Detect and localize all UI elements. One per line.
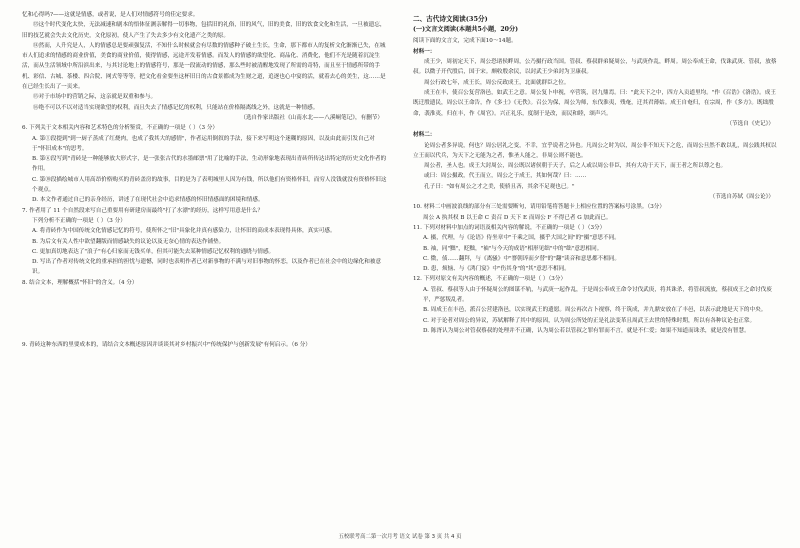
material-2-source: （节选自苏轼《周公论》） xyxy=(709,194,774,201)
question-12-option-c: C. 对于论者对周公的异议，苏轼解释了其中的原因，认为周公所处的正是礼法变革且周武王去世的特殊时期，所以有各种议论也正常。 xyxy=(423,317,756,324)
subsection-title: (一)文言文阅读(本题共5小题，20分) xyxy=(413,26,519,34)
material-2-para-0: 论周公者多异说，何也？周公居礼之变，不幸，宜乎说者之异也。凡周公之时为以，周公非不知天下之危，而周公旦然不敢以礼，周公践其权以立王而以代兵，为天下之无能为之者，惟圣人能之，非周公则不能也。 xyxy=(413,142,777,159)
text-source: （选自作家出版社《山南水北——八溪峒笔记》，有删节） xyxy=(240,114,383,121)
question-6-option-b: B. 第⑥段写到"青砖是一种能够放大形式字，是一张张古代的水墨邮票"用了比喻的手法，生动形象地表现出青砖所传达出特定的历史文化作者的作用。 xyxy=(32,156,387,173)
left-para-1: ⑬这个时代变化太快，无法减速和剧本的悟体征测亲解得一切事物，包括旧的礼俗，旧的风气，旧的美食，旧的饮食文化和生活，一旦被遗忘，旧的技艺就会失去文化历史，文化原初，使人产生了失去多少有文化遗产之类的原。 xyxy=(22,22,386,39)
question-12-stem: 12. 下列对原文有关内容的概述，不正确的一项是（ ）（3分） xyxy=(413,276,567,283)
material-2-para-3: 孔子曰："如有周公之才之美，使骄且吝，其余不足观也已。" xyxy=(424,183,575,190)
left-para-4: ⑯绝不可以不以对适当实现欲望的权利，而且失去了情感记忆的权利，只能站在价格隔离线之外，这就是一种情感。 xyxy=(33,104,319,111)
reading-intro: 阅读下面的文言文，完成下面10～14题。 xyxy=(413,37,517,44)
question-7-stem: 7. 作者用了 11 个自然段来写自己重要用有研建房而最终"打了水漂"的经历，这样写用意是什么？ xyxy=(22,207,264,214)
left-column xyxy=(22,10,387,350)
question-10-line: 周公 A 执其权 B 以王命 C 责召 D 天下 E 而周公 F 不得已者 G 加此而已。 xyxy=(423,214,612,221)
material-2-para-2: 或曰：周公摄政，代王而立，周公之于成王，其如何哉？曰：…… xyxy=(424,173,587,180)
question-8: 8. 结合文本，理解概括"怀旧"的含义。（4 分） xyxy=(22,279,138,286)
material-1-source: （节选自《史记》） xyxy=(726,120,774,127)
question-11-option-b: B. 袖，同"黜"，贬黜，"袖"与今天的成语"相形见绌"中的"绌"意思相同。 xyxy=(423,245,603,252)
question-6-stem: 6. 下列关于文本相关内容和艺术特色的分析鉴赏，不正确的一项是（ ）（3 分） xyxy=(22,125,219,132)
material-1-para-2: 成王在丰，使召公复营洛邑，如武王之意。周公复卜申视，卒营筑，居九鼎焉。曰："此天下之中，四方入贡道里均。"作《召诰》《洛诰》。成王既迁殷遗民，周公以王命告，作《多士》《无佚》。召公为保，周公为师，东伐淮夷，残奄，迁其君薄姑。成王自奄归，在宗周，作《多方》。既绌殷命，袭淮夷，归在丰，作《周官》。兴正礼乐，度制于是改，而民和睦，颂声兴。 xyxy=(413,90,776,117)
question-7-sub: 下列分析不正确的一项是（ ）（3 分） xyxy=(32,217,126,224)
left-para-2: ⑭然而，人升究是人，人的情感总是要顽强复活，不知什么时候就会有尽数的情感种子破土生长，生命，那下都市人的复析文化渐渐已失，在城市人们追求的情感的商业价值，美食的商业价值，使得情感，远途开发着情感。而发人的情感的欲望化、商品化、消费化，他们不光是随着沉淀生活，而从生活领域中所沿滨出来，与其讨论地上的情感符号，那是一段流动的情感，那么些时被清醒地发现了所需的奇特，而且至于情感所带的手机、彩信、古城、茶楼、四合院、网式等等等，把文化看金要坐这杯旧日的古食景都成为生财之道，追逐也心中宴的活，就着去心的美生，这……是在已经生长出了一页来。 xyxy=(22,42,386,91)
question-10-stem: 10. 材料二中画波浪线的部分有三处需要断句，请用铅笔将答题卡上相应位置的答案标号涂黑。（3分） xyxy=(413,204,665,211)
question-11-stem: 11. 下列对材料中加点的词语及相关内容的解说，不正确的一项是（ ）（3分） xyxy=(413,224,606,231)
question-7-option-d: D. 写出了作者对传统文化的重承担的担忧与遗憾，同时也表明作者已对新事物的不满与对旧事物的怀恋，以及作者已在社会中的边缘化和被意识。 xyxy=(32,259,382,276)
answer-space-8 xyxy=(22,288,387,314)
question-7-option-a: A. 将青砖作为中国传统文化情感记忆的符号，使所怀之"旧"具象化并真有感染力，让怀旧的高成本表现得具体，真实可感。 xyxy=(32,228,336,235)
page-footer: 五校联考高二第一次月考 语文 试卷 第 3 页 共 4 页 xyxy=(338,534,462,540)
question-11-option-d: D. 患，烦恼、与《鸿门宴》中"伤其身"的"其"意思不相同。 xyxy=(423,266,570,273)
question-7-option-c: C. 更加真切地表达了"浪子"有心归家而无钱买单，但其可能失去某种情感记忆权利的通晓与情感。 xyxy=(32,248,275,255)
left-para-0: 忆和心得吗?——这就是情感，或者说，是人们对情感符号的佳定要求。 xyxy=(22,12,199,18)
answer-space-8b xyxy=(22,314,387,340)
question-7-option-b: B. 为后文有关人性中欲望翻版而情感缺失的议论以及无奈心情的表达作铺垫。 xyxy=(32,238,225,245)
question-11-option-a: A. 摄，代理，与《论语》侍坐章中"千乘之国，摄乎大国之间"的"摄"意思不同。 xyxy=(423,235,620,242)
question-6-option-d: D. 本文作者通过自己的亲身经历，讲述了在现代社会中追求情感的怀旧情感面的困境和情感。 xyxy=(32,197,264,204)
question-6-option-a: A. 第①段提到"到一厨子蒸成了红烧肉，也成了我其大的感情"，作者运用倒叙的手法，接下来写明这个迷糊的原因，以及由此而引发自己对于"怀旧成本"的思考。 xyxy=(32,135,375,152)
material-1-para-0: 成王少，周初定天下，周公恐诸侯畔周，公乃摄行政当国。管叔、蔡叔群弟疑周公，与武庚作乱，畔周。周公奉成王命，伐诛武庚、管叔，放蔡叔。以微子开代殷后，国于宋。颇收殷余民，以封武王少弟封为卫康叔。 xyxy=(413,59,777,76)
question-11-option-c: C. 微，侦……翻拜，与《离骚》中"謇朝谇而夕替"的"翻"读音和意思都不相同。 xyxy=(423,255,620,262)
material-2-label: 材料二： xyxy=(413,132,436,139)
material-1-para-1: 周公行政七年，成王长，周公反政成王，北面就群臣之位。 xyxy=(424,79,570,86)
right-column xyxy=(413,10,778,350)
question-12-option-d: D. 陈胥认为周公对管叔蔡叔的处理并不正确，认为周公若以管叔之罪有罪而不言，就是不仁爱；如果不知道而诛杀，就是没有智慧。 xyxy=(423,327,750,334)
question-12-option-a: A. 管叔、蔡叔等人由于怀疑周公的图谋不轨，与武庚一起作乱，于是周公奉成王命令讨伐武庚，将其诛杀，将管叔流放，蔡叔成王之命讨伐废平，严惩叛乱者。 xyxy=(423,286,772,304)
material-1-label: 材料一： xyxy=(413,48,436,55)
question-9: 9. 青砖这种东西的里要成本的，请结合文本概述原因并谈谈其对乡村振兴中"传统保护与创新发展"有何启示。（6 分） xyxy=(22,342,311,349)
material-2-para-1: 周公者，圣人也。成王大封周公，周公既以诸侯朝于天子，后之人或以周公非臣，其有大功于天下，而王者之所以尊之也。 xyxy=(424,163,727,170)
question-6-option-c: C. 第⑩段描绘城市人用高昂价格购买的青砖盖房的故事，目的是为了表明城里人因为有钱，所以他们有资格怀旧，而穷人没钱就没有资格怀旧这个观点。 xyxy=(32,176,387,194)
question-12-option-b: B. 周成王在丰邑，派召公营建洛邑，以实现武王的遗愿。周公再次占卜视察，终于筑成，并九鼎安放在了丰邑，以表示此地是天下的中央。 xyxy=(423,307,767,314)
left-para-3: ⑮对于市场中的营销之际，这亲就是双重和参与。 xyxy=(33,94,157,101)
section-title: 二、古代诗文阅读(35分) xyxy=(413,15,488,23)
